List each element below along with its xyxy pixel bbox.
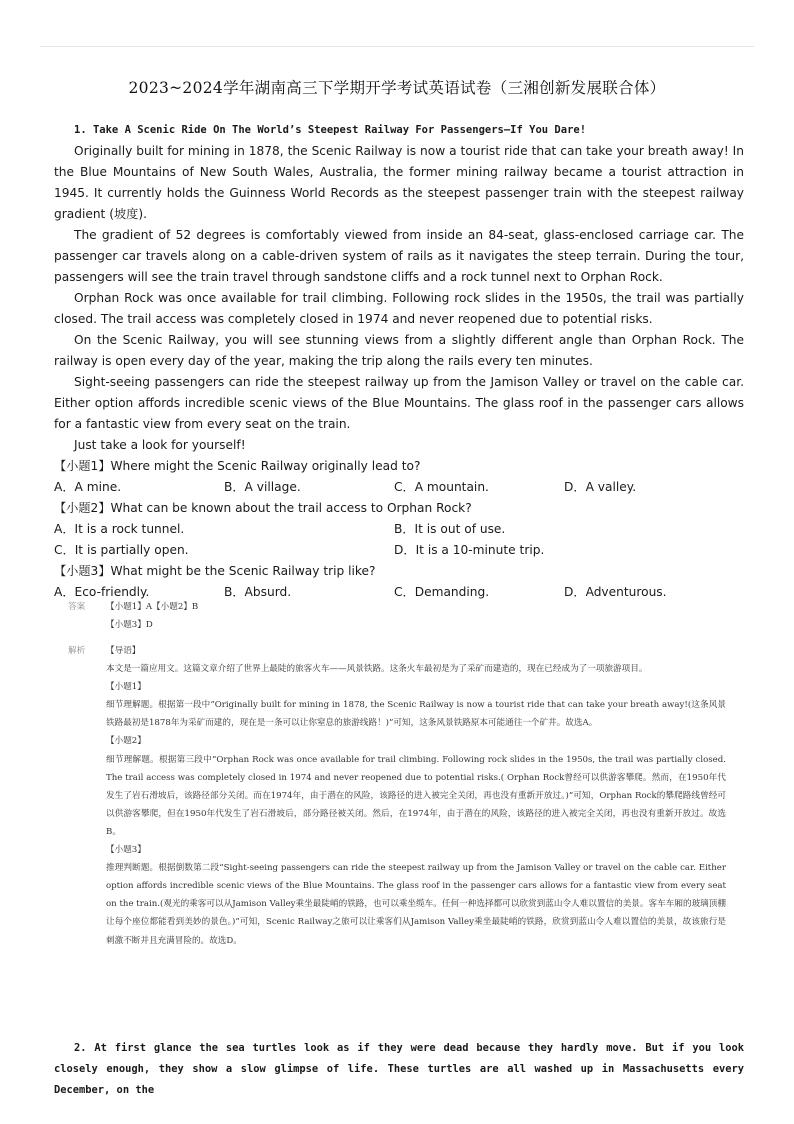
option-a[interactable]: A．It is a rock tunnel. xyxy=(54,522,185,536)
passage-paragraph: On the Scenic Railway, you will see stunning views from a slightly different angle than Orphan Rock. The railway is open every day of the year, making the trip along the rails every ten minutes. xyxy=(54,333,744,368)
option-b[interactable]: B．A village. xyxy=(224,480,301,494)
answer-line: 【小题3】D xyxy=(106,620,153,630)
passage-paragraph: The gradient of 52 degrees is comfortably viewed from inside an 84-seat, glass-enclosed carriage car. The passenger car travels along on a cable-driven system of rails as it navigates the steep terrain. During the tour, passengers will see the train travel through sandstone cliffs and a rock tunnel next to Orphan Rock. xyxy=(54,228,744,284)
explanation-line: 【小题1】 xyxy=(106,682,146,693)
explanation-line: 【小题3】 xyxy=(106,845,146,856)
option-d[interactable]: D．It is a 10-minute trip. xyxy=(394,543,545,557)
option-a[interactable]: A．Eco-friendly. xyxy=(54,585,150,599)
answer-row xyxy=(68,598,728,634)
passage-paragraph: Sight-seeing passengers can ride the steepest railway up from the Jamison Valley or travel on the cable car. Either option affords incredible scenic views of the Blue Mountains. The glass roof in the passenger cars allows for a fantastic view from every seat on the train. xyxy=(54,375,744,431)
sub-question-1: 【小题1】Where might the Scenic Railway originally lead to? xyxy=(54,459,421,473)
option-b[interactable]: B．Absurd. xyxy=(224,585,292,599)
answer-body xyxy=(106,598,726,634)
option-c[interactable]: C．A mountain. xyxy=(394,480,489,494)
explanation-line: 细节理解题。根据第三段中“Orphan Rock was once available for trail climbing. Following rock slides in the 1950s, the trail was partially closed. The trail access was completely closed in 1974 and never reopened due to potential risks.( Orphan Rock曾经可以供游客攀爬。然而，在1950年代发生了岩石滑坡后，该路径部分关闭。而在1974年，由于潜在的风险，该路径的进入被完全关闭，再也没有重新开放过。)”可知，Orphan Rock的攀爬路线曾经可以供游客攀爬，但在1950年代发生了岩石滑坡后，部分路径被关闭。然后，在1974年，由于潜在的风险，该路径的进入被完全关闭，再也没有重新开放过。故选B。 xyxy=(106,754,726,837)
sub-question-3: 【小题3】What might be the Scenic Railway trip like? xyxy=(54,564,376,578)
option-c[interactable]: C．Demanding. xyxy=(394,585,490,599)
sub-question-1-options xyxy=(54,477,744,498)
option-c[interactable]: C．It is partially open. xyxy=(54,543,189,557)
sub-question-2-options xyxy=(54,519,744,561)
question-2-text: 2. At first glance the sea turtles look as if they were dead because they hardly move. But if you look closely enough, they show a slow glimpse of life. These turtles are all washed up in Massachusetts every December, on the xyxy=(54,1042,744,1096)
explanation-line: 【小题2】 xyxy=(106,736,146,747)
answer-line: 【小题1】A【小题2】B xyxy=(106,602,199,612)
question-1-heading: 1. Take A Scenic Ride On The World’s Steepest Railway For Passengers—If You Dare! xyxy=(74,124,587,136)
option-d[interactable]: D．A valley. xyxy=(564,480,637,494)
explanation-line: 【导语】 xyxy=(106,646,141,656)
option-a[interactable]: A．A mine. xyxy=(54,480,122,494)
sub-question-2: 【小题2】What can be known about the trail access to Orphan Rock? xyxy=(54,501,472,515)
passage-paragraph: Orphan Rock was once available for trail climbing. Following rock slides in the 1950s, the trail was partially closed. The trail access was completely closed in 1974 and never reopened due to potential risks. xyxy=(54,291,744,326)
question-1 xyxy=(54,120,744,603)
answer-explanation-block xyxy=(68,598,728,950)
option-d[interactable]: D．Adventurous. xyxy=(564,585,667,599)
explanation-line: 推理判断题。根据倒数第二段“Sight-seeing passengers can ride the steepest railway up from the Jamison Valley or travel on the cable car. Either option affords incredible scenic views of the Blue Mountains. The glass roof in the passenger cars allows for a fantastic view from every seat on the train.(观光的乘客可以从Jamison Valley乘坐最陡峭的铁路，也可以乘坐缆车。任何一种选择都可以欣赏到蓝山令人难以置信的美景。客车车厢的玻璃顶棚让每个座位都能看到美妙的景色。)”可知，Scenic Railway之旅可以让乘客们从Jamison Valley乘坐最陡峭的铁路，欣赏到蓝山令人难以置信的美景，故该旅行是刺激不断并且充满冒险的。故选D。 xyxy=(106,863,726,946)
answer-label: 答案 xyxy=(68,602,86,612)
explanation-line: 本文是一篇应用文。这篇文章介绍了世界上最陡的旅客火车——风景铁路。这条火车最初是为了采矿而建造的，现在已经成为了一项旅游项目。 xyxy=(106,664,648,675)
header-divider xyxy=(40,46,754,47)
explanation-body xyxy=(106,642,726,950)
explanation-label: 解析 xyxy=(68,646,86,656)
explanation-row xyxy=(68,642,728,950)
passage-paragraph: Originally built for mining in 1878, the Scenic Railway is now a tourist ride that can take your breath away! In the Blue Mountains of New South Wales, Australia, the former mining railway became a tourist attraction in 1945. It currently holds the Guinness World Records as the steepest passenger train with the steepest railway gradient (坡度). xyxy=(54,144,744,221)
exam-title: 2023~2024学年湖南高三下学期开学考试英语试卷（三湘创新发展联合体） xyxy=(128,79,666,97)
passage-paragraph: Just take a look for yourself! xyxy=(74,438,246,452)
explanation-line: 细节理解题。根据第一段中“Originally built for mining in 1878, the Scenic Railway is now a tourist ride that can take your breath away!(这条风景铁路最初是1878年为采矿而建的，现在是一条可以让你窒息的旅游线路！)”可知，这条风景铁路原本可能通往一个矿井。故选A。 xyxy=(106,700,726,729)
option-b[interactable]: B．It is out of use. xyxy=(394,522,506,536)
